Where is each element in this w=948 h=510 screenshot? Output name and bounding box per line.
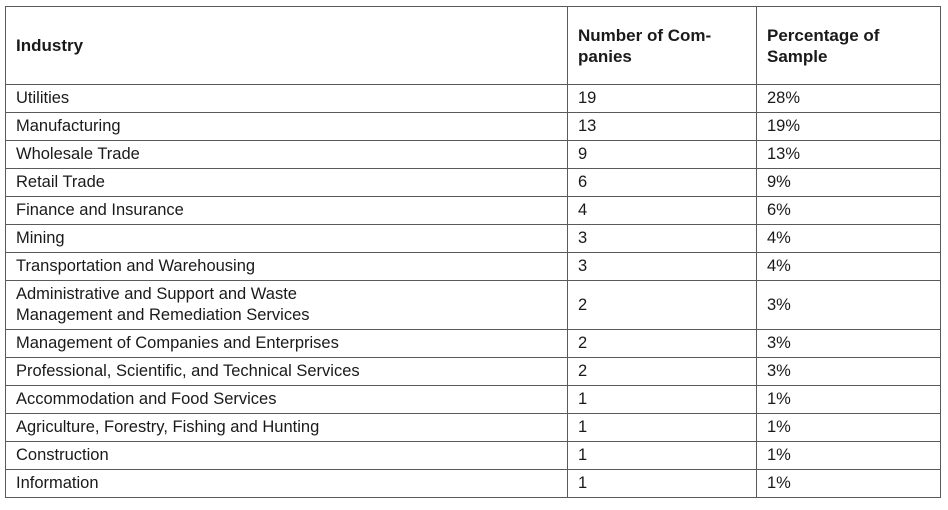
industry-table bbox=[5, 6, 941, 498]
table-row bbox=[6, 197, 941, 225]
industry-cell: Agriculture, Forestry, Fishing and Hunting bbox=[6, 414, 568, 442]
percentage-cell: 3% bbox=[757, 330, 941, 358]
industry-cell: Professional, Scientific, and Technical Services bbox=[6, 358, 568, 386]
count-cell: 2 bbox=[568, 330, 757, 358]
percentage-cell: 28% bbox=[757, 85, 941, 113]
industry-cell: Manufacturing bbox=[6, 113, 568, 141]
industry-cell: Accommodation and Food Services bbox=[6, 386, 568, 414]
industry-table-container bbox=[5, 6, 940, 498]
header-percentage-of-sample: Percentage of Sample bbox=[757, 7, 941, 85]
percentage-cell: 13% bbox=[757, 141, 941, 169]
table-row bbox=[6, 442, 941, 470]
industry-cell: Utilities bbox=[6, 85, 568, 113]
count-cell: 13 bbox=[568, 113, 757, 141]
table-row bbox=[6, 141, 941, 169]
table-row bbox=[6, 113, 941, 141]
header-row bbox=[6, 7, 941, 85]
industry-cell: Finance and Insurance bbox=[6, 197, 568, 225]
percentage-cell: 1% bbox=[757, 386, 941, 414]
industry-cell: Retail Trade bbox=[6, 169, 568, 197]
table-row bbox=[6, 386, 941, 414]
percentage-cell: 9% bbox=[757, 169, 941, 197]
count-cell: 1 bbox=[568, 414, 757, 442]
percentage-cell: 1% bbox=[757, 470, 941, 498]
table-row bbox=[6, 225, 941, 253]
industry-cell: Mining bbox=[6, 225, 568, 253]
count-cell: 4 bbox=[568, 197, 757, 225]
industry-cell: Information bbox=[6, 470, 568, 498]
count-cell: 6 bbox=[568, 169, 757, 197]
count-cell: 3 bbox=[568, 225, 757, 253]
percentage-cell: 6% bbox=[757, 197, 941, 225]
industry-cell: Transportation and Warehousing bbox=[6, 253, 568, 281]
percentage-cell: 1% bbox=[757, 442, 941, 470]
table-row bbox=[6, 281, 941, 330]
percentage-cell: 4% bbox=[757, 253, 941, 281]
table-row bbox=[6, 253, 941, 281]
table-row bbox=[6, 414, 941, 442]
industry-cell: Management of Companies and Enterprises bbox=[6, 330, 568, 358]
percentage-cell: 3% bbox=[757, 358, 941, 386]
count-cell: 3 bbox=[568, 253, 757, 281]
table-row bbox=[6, 358, 941, 386]
count-cell: 2 bbox=[568, 358, 757, 386]
industry-cell: Wholesale Trade bbox=[6, 141, 568, 169]
count-cell: 1 bbox=[568, 442, 757, 470]
table-row bbox=[6, 169, 941, 197]
count-cell: 19 bbox=[568, 85, 757, 113]
header-number-of-companies: Number of Com- panies bbox=[568, 7, 757, 85]
percentage-cell: 3% bbox=[757, 281, 941, 330]
header-industry: Industry bbox=[6, 7, 568, 85]
percentage-cell: 19% bbox=[757, 113, 941, 141]
percentage-cell: 4% bbox=[757, 225, 941, 253]
count-cell: 1 bbox=[568, 470, 757, 498]
table-row bbox=[6, 470, 941, 498]
industry-cell: Administrative and Support and Waste Management and Remediation Services bbox=[6, 281, 568, 330]
table-row bbox=[6, 85, 941, 113]
percentage-cell: 1% bbox=[757, 414, 941, 442]
industry-cell: Construction bbox=[6, 442, 568, 470]
table-row bbox=[6, 330, 941, 358]
count-cell: 2 bbox=[568, 281, 757, 330]
count-cell: 1 bbox=[568, 386, 757, 414]
count-cell: 9 bbox=[568, 141, 757, 169]
